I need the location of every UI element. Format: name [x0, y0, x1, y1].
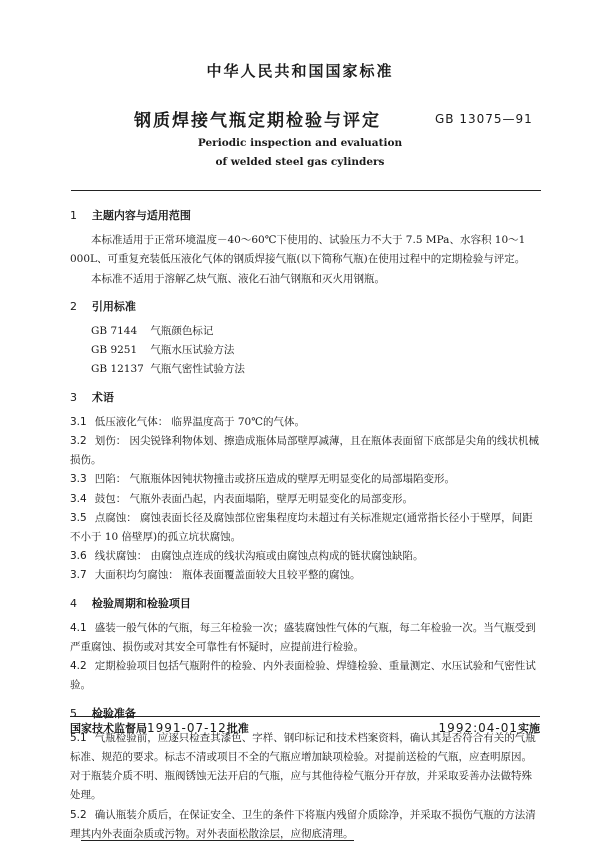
section-title: 术语: [91, 390, 114, 404]
clause: [70, 729, 540, 806]
clause-text-underlined: 其内外表面杂质或污物。对外表面松散涂层，应彻底清理。: [80, 827, 354, 840]
section-title: 引用标准: [91, 299, 136, 313]
reference-code: GB 9251: [91, 344, 138, 357]
clause: [70, 806, 540, 844]
clause: [70, 619, 540, 657]
reference-code: GB 7144: [91, 325, 138, 338]
clause-text: 确认瓶装介质后，在保证安全、卫生的条件下将瓶内残留介质除净，并采取不损伤气瓶的方法清理: [70, 808, 536, 840]
section-heading-2: [70, 297, 540, 316]
clause-number: 4.2: [70, 660, 87, 673]
section-number: 2: [70, 299, 77, 313]
clause-text: 盛装一般气体的气瓶，每三年检验一次；盛装腐蚀性气体的气瓶，每二年检验一次。当气瓶受到严重腐蚀、损伤或对其安全可靠性有怀疑时，应提前进行检验。: [70, 621, 536, 654]
effective-date: 1992:04-01: [438, 721, 518, 735]
section-title: 检验准备: [91, 706, 136, 720]
clause-text: 低压液化气体： 临界温度高于 70℃的气体。: [94, 415, 305, 428]
section-heading-3: [70, 388, 540, 407]
approval-info: [70, 720, 249, 736]
nation-standard-heading: 中华人民共和国国家标准: [206, 62, 394, 80]
clause: [70, 547, 540, 566]
paragraph: 本标准适用于正常环境温度－40～60℃下使用的、试验压力不大于 7.5 MPa、水容积 10～1 000L、可重复充装低压液化气体的钢质焊接气瓶(以下简称气瓶)在使用过程中的定期检验与评定。: [70, 234, 526, 266]
clause: [70, 566, 540, 585]
clause-text: 线状腐蚀： 由腐蚀点连成的线状沟痕或由腐蚀点构成的链状腐蚀缺陷。: [94, 550, 424, 563]
clause-number: 3.1: [70, 415, 87, 428]
reference-item: [70, 341, 540, 360]
document-body: [70, 206, 540, 844]
clause-text: 气瓶检验前，应逐只检查其漆色、字样、钢印标记和技术档案资料，确认其是否符合有关的气瓶标准、规范的要求。标志不清或项目不全的气瓶应增加缺项检验。对提前送检的气瓶，应查明原因。对于瓶装介质不明、瓶阀锈蚀无法开启的气瓶，应与其他待检气瓶分开存放，并采取妥善办法做特殊处理。: [70, 731, 536, 802]
document-title-cn: 钢质焊接气瓶定期检验与评定: [134, 111, 381, 131]
section-heading-1: [70, 206, 540, 225]
footer-divider: [70, 716, 540, 717]
clause-number: 3.5: [70, 511, 87, 524]
effective-label: 实施: [518, 722, 540, 735]
reference-name: 气瓶气密性试验方法: [150, 363, 245, 376]
clause-number: 5.2: [70, 808, 87, 821]
clause-number: 5.1: [70, 731, 87, 744]
document-title-en-line1: Periodic inspection and evaluation: [197, 137, 403, 149]
clause-number: 3.6: [70, 550, 87, 563]
standard-number: GB 13075—91: [435, 112, 533, 126]
clause-number: 3.2: [70, 435, 87, 448]
clause-text: 大面积均匀腐蚀： 瓶体表面覆盖面较大且较平整的腐蚀。: [94, 569, 361, 582]
header-divider: [71, 190, 541, 191]
approval-label: 批准: [226, 722, 249, 735]
clause-number: 3.7: [70, 569, 87, 582]
clause: [70, 490, 540, 509]
clause: [70, 413, 540, 432]
section-number: 5: [70, 706, 77, 720]
reference-name: 气瓶颜色标记: [150, 325, 214, 338]
document-title-en-line2: of welded steel gas cylinders: [215, 156, 385, 168]
section-title: 检验周期和检验项目: [91, 596, 191, 610]
reference-item: [70, 322, 540, 341]
clause-text: 定期检验项目包括气瓶附件的检验、内外表面检验、焊缝检验、重量测定、水压试验和气密性试验。: [70, 660, 536, 692]
section-number: 3: [70, 390, 77, 404]
clause-text: 鼓包： 气瓶外表面凸起，内表面塌陷，壁厚无明显变化的局部变形。: [94, 492, 414, 505]
clause-text: 划伤： 因尖锐锋利物体划、擦造成瓶体局部壁厚减薄，且在瓶体表面留下底部是尖角的线状机械损伤。: [70, 435, 540, 467]
paragraph: 本标准不适用于溶解乙炔气瓶、液化石油气钢瓶和灭火用钢瓶。: [91, 272, 385, 285]
section-heading-4: [70, 594, 540, 613]
reference-code: GB 12137: [91, 363, 144, 376]
clause-text: 凹陷： 气瓶瓶体因钝状物撞击或挤压造成的壁厚无明显变化的局部塌陷变形。: [94, 473, 456, 486]
section-number: 1: [70, 209, 77, 222]
clause-number: 4.1: [70, 621, 87, 634]
section-number: 4: [70, 596, 77, 610]
section-title: 主题内容与适用范围: [91, 209, 191, 222]
clause-number: 3.3: [70, 473, 87, 486]
clause: [70, 657, 540, 695]
effective-info: [439, 720, 540, 736]
clause-text: 点腐蚀： 腐蚀表面长径及腐蚀部位密集程度均未超过有关标准规定(通常指长径小于壁厚，间距不小于 10 倍壁厚)的孤立坑状腐蚀。: [70, 511, 533, 544]
reference-name: 气瓶水压试验方法: [150, 344, 235, 357]
reference-item: [70, 360, 540, 379]
clause: [70, 470, 540, 489]
clause: [70, 509, 540, 547]
approving-authority: 国家技术监督局: [70, 722, 147, 735]
approval-date: 1991-07-12: [147, 721, 227, 735]
clause-number: 3.4: [70, 492, 87, 505]
clause: [70, 432, 540, 470]
